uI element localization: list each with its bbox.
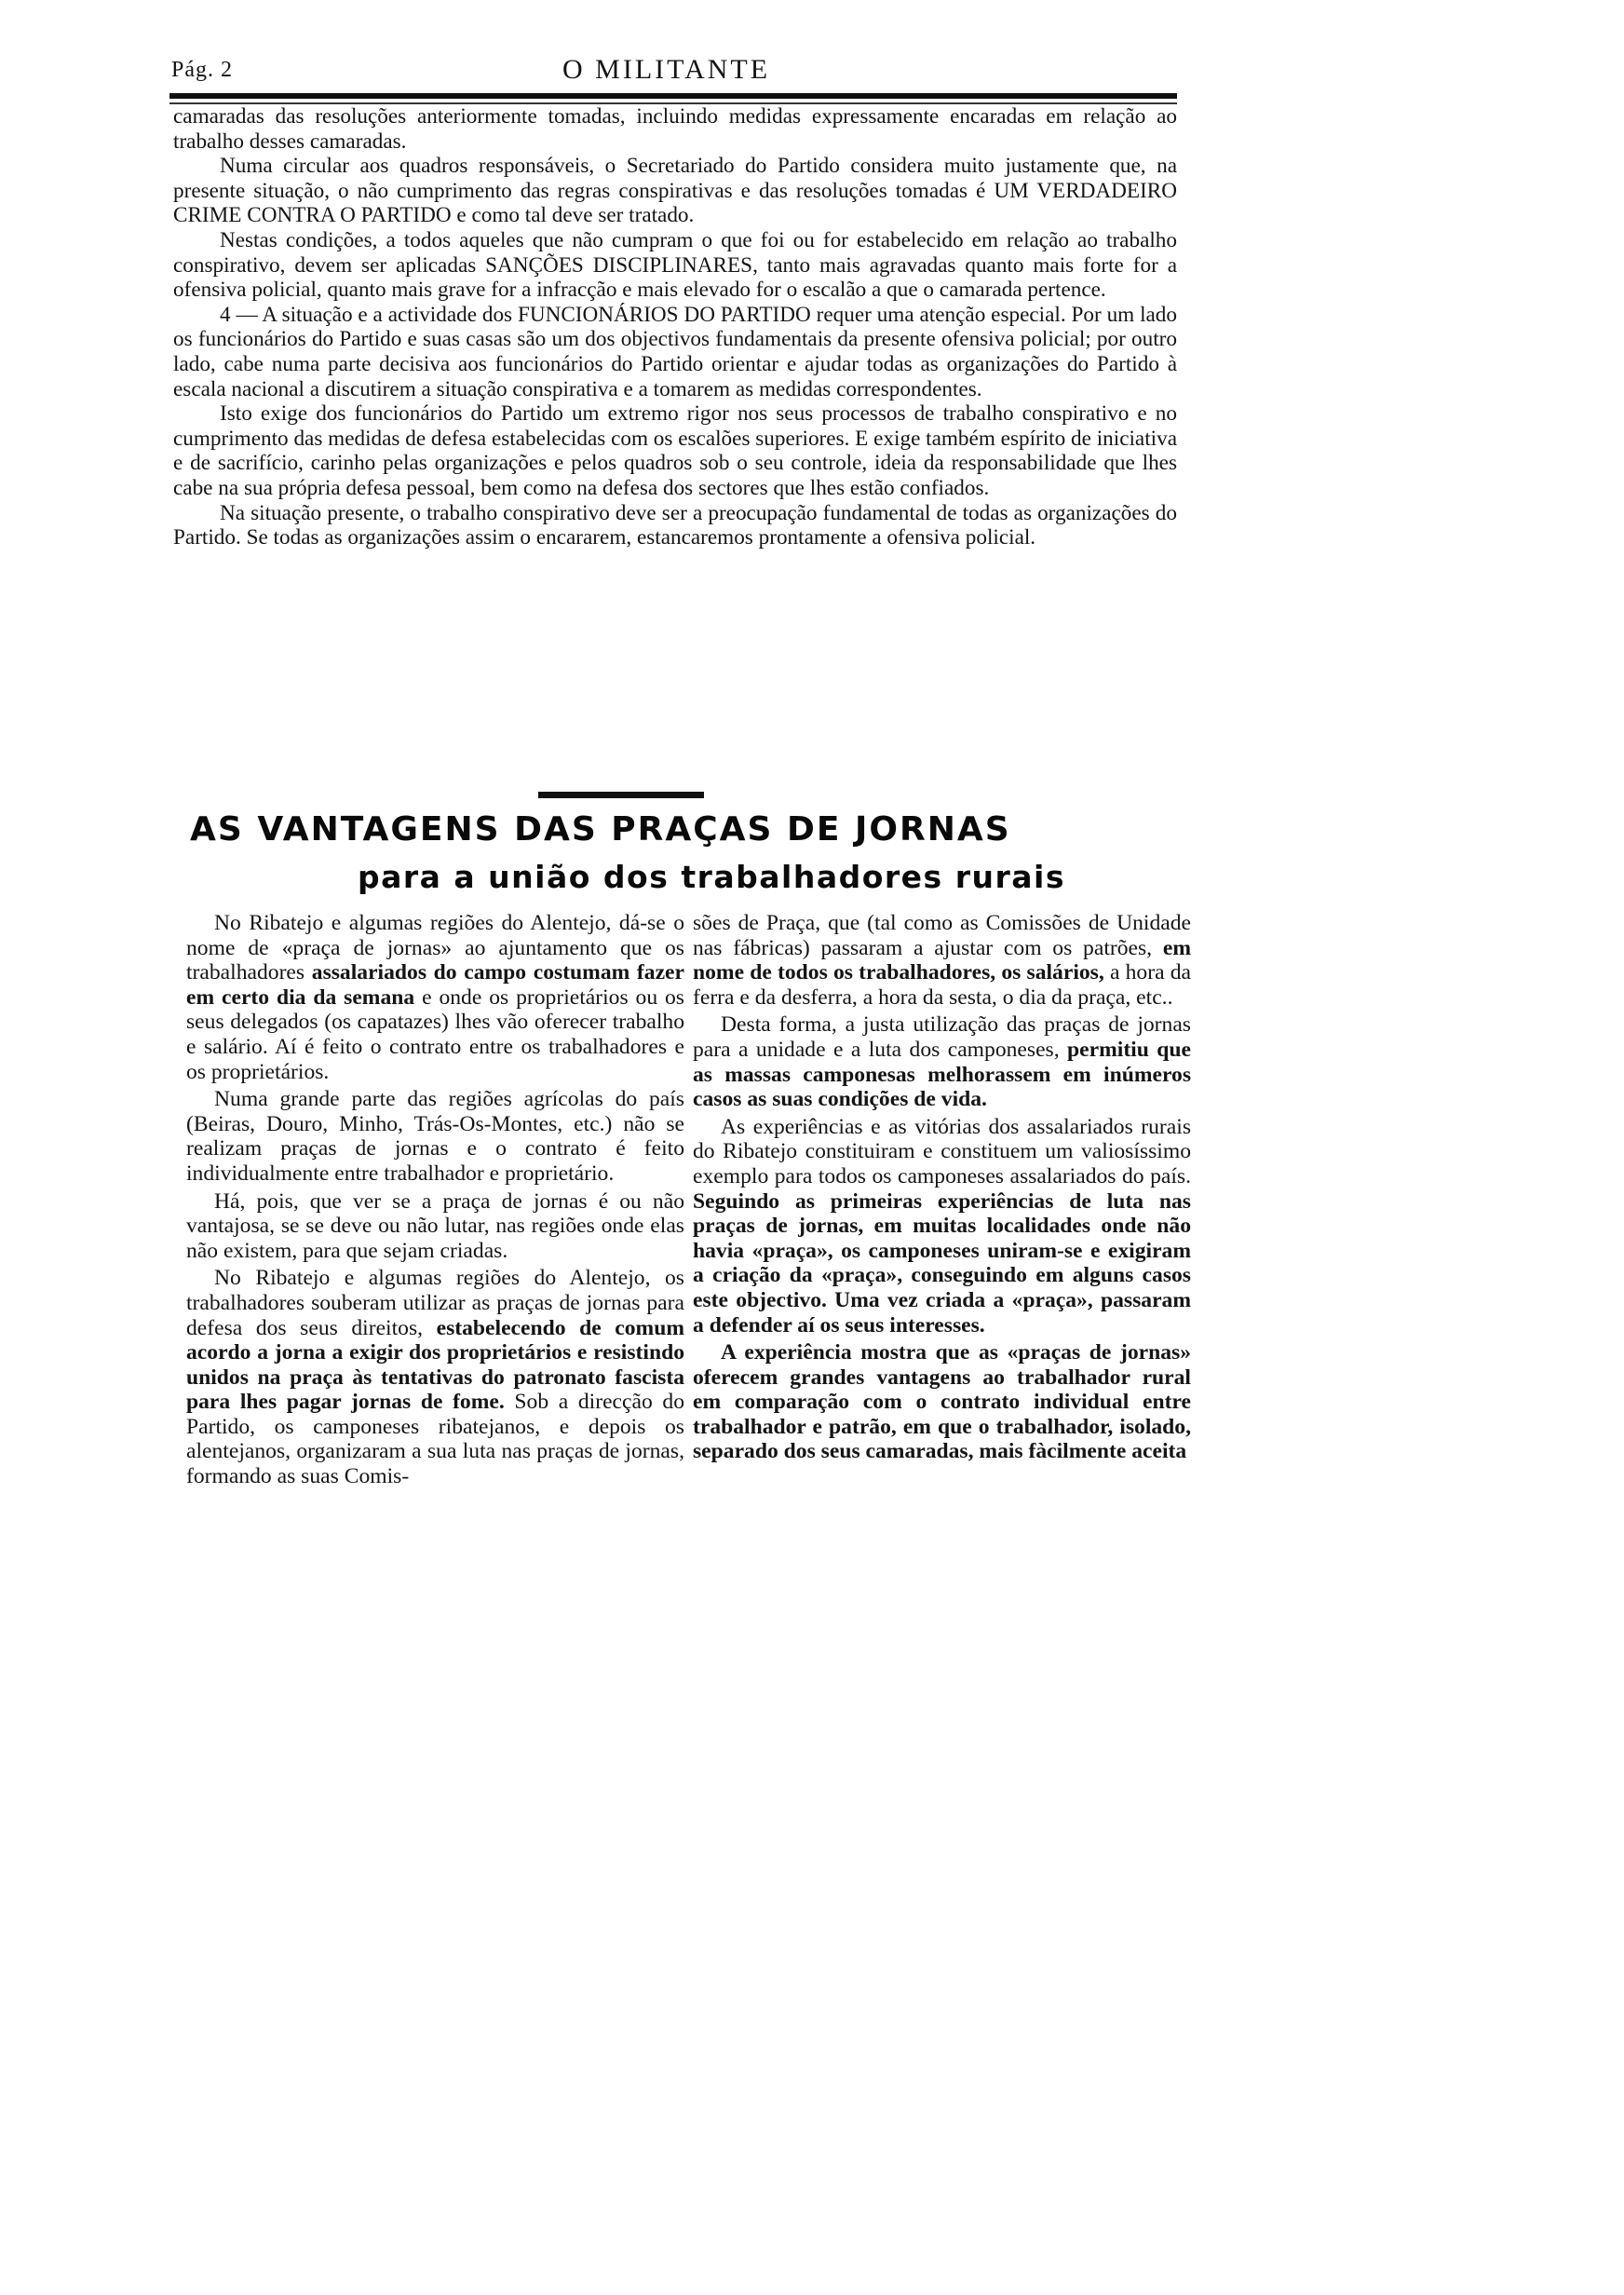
text-run: As experiências e as vitórias dos assalariados rurais do Ribatejo constituiram e constituem um valiosíssimo exemplo para todos os camponeses assalariados do país. [693,1114,1191,1188]
paragraph: Isto exige dos funcionários do Partido um extremo rigor nos seus processos de trabalho conspirativo e no cumprimento das medidas de defesa estabelecidas com os escalões superiores. E exige também espírito de iniciativa e de sacrifício, carinho pelas organizações e pelos quadros sob o seu controle, ideia da responsabilidade que lhes cabe na sua própria defesa pessoal, bem como na defesa dos sectores que lhes estão confiados. [173,401,1177,500]
bold-text-run: estabelecendo de comum acordo a jorna a exigir dos proprietários e resistindo unidos na praça às tentativas do patronato fascista para lhes pagar jornas de fome. [186,1315,684,1415]
paragraph: Nestas condições, a todos aqueles que não cumpram o que foi ou for estabelecido em relação ao trabalho conspirativo, devem ser aplicadas SANÇÕES DISCIPLINARES, tanto mais agravadas quanto mais forte for a ofensiva policial, quanto mais grave for a infracção e mais elevado for o escalão a que o camarada pertence. [173,227,1177,303]
text-run: Desta forma, a justa utilização das praças de jornas para a unidade e a luta dos camponeses, [693,1012,1191,1062]
paragraph [186,911,684,1084]
text-run: Sob a direcção do Partido, os camponeses ribatejanos, e depois os alentejanos, organizaram a sua luta nas praças de jornas, formando as suas Comis- [186,1390,684,1489]
article-column-left [186,911,684,1492]
text-run: e onde os proprietários ou os seus delegados (os capatazes) lhes vão oferecer trabalho e salário. Aí é feito o contrato entre os trabalhadores e os proprietários. [186,985,684,1084]
paragraph: Numa circular aos quadros responsáveis, o Secretariado do Partido considera muito justamente que, na presente situação, o não cumprimento das regras conspirativas e das resoluções tomadas é UM VERDADEIRO CRIME CONTRA O PARTIDO e como tal deve ser tratado. [173,154,1177,228]
page-header [171,54,1177,91]
bold-text-run: assalariados do campo costumam fazer em certo dia da semana [186,960,684,1010]
paragraph: camaradas das resoluções anteriormente tomadas, incluindo medidas expressamente encaradas em relação ao trabalho desses camaradas. [173,104,1177,154]
paragraph [693,1340,1191,1464]
paragraph: Há, pois, que ver se a praça de jornas é ou não vantajosa, se se deve ou não lutar, nas regiões onde elas não existem, para que sejam criadas. [186,1188,684,1263]
article-headline: AS VANTAGENS DAS PRAÇAS DE JORNAS [190,810,1011,849]
paragraph [693,911,1191,1010]
paragraph [186,1266,684,1488]
bold-text-run: permitiu que as massas camponesas melhorassem em inúmeros casos as suas condições de vida. [693,1037,1191,1112]
article-column-right [693,911,1191,1467]
paragraph: 4 — A situação e a actividade dos FUNCIONÁRIOS DO PARTIDO requer uma atenção especial. Por um lado os funcionários do Partido e suas casas são um dos objectivos fundamentais da presente ofensiva policial; por outro lado, cabe numa parte decisiva aos funcionários do Partido orientar e ajudar todas as organizações do Partido à escala nacional a discutirem a situação conspirativa e a tomarem as medidas correspondentes. [173,302,1177,401]
page-number: Pág. 2 [171,58,233,82]
article-subheadline: para a união dos trabalhadores rurais [358,859,1065,895]
bold-text-run: em nome de todos os trabalhadores, os salários, [693,935,1191,985]
masthead-title: O MILITANTE [562,54,771,85]
bold-text-run: A experiência mostra que as «praças de jornas» oferecem grandes vantagens ao trabalhador rural em comparação com o contrato individual entre trabalhador e patrão, em que o trabalhador, isolado, separado dos [693,1340,1191,1464]
paragraph [693,1115,1191,1338]
bold-text-run: seus camaradas, mais fàcilmente aceita [820,1439,1187,1464]
paragraph [693,1012,1191,1111]
text-run: a hora da ferra e da desferra, a hora da sesta, o dia da praça, etc.. [693,960,1191,1010]
previous-article-continuation [173,104,1177,550]
text-run: No Ribatejo e algumas regiões do Alentejo, os trabalhadores souberam utilizar as praças de jornas para defesa dos seus direitos, [186,1266,684,1340]
article-separator-rule [538,792,704,798]
header-rule [169,93,1177,99]
paragraph: Numa grande parte das regiões agrícolas do país (Beiras, Douro, Minho, Trás-Os-Montes, etc.) não se realizam praças de jornas e o contrato é feito individualmente entre trabalhador e proprietário. [186,1087,684,1186]
paragraph: Na situação presente, o trabalho conspirativo deve ser a preocupação fundamental de todas as organizações do Partido. Se todas as organizações assim o encararem, estancaremos prontamente a ofensiva policial. [173,500,1177,550]
text-run: No Ribatejo e algumas regiões do Alentejo, dá-se o nome de «praça de jornas» ao ajuntamento que os trabalhadores [186,911,684,985]
text-run: sões de Praça, que (tal como as Comissões de Unidade nas fábricas) passaram a ajustar com os patrões, [693,911,1191,960]
bold-text-run: Seguindo as primeiras experiências de luta nas praças de jornas, em muitas localidades onde não havia «praça», os camponeses uniram-se e exigiram a criação da «praça», conseguindo em alguns casos este objectivo. Uma vez criada a «praça», passaram a defender aí os seus interesses. [693,1188,1191,1338]
